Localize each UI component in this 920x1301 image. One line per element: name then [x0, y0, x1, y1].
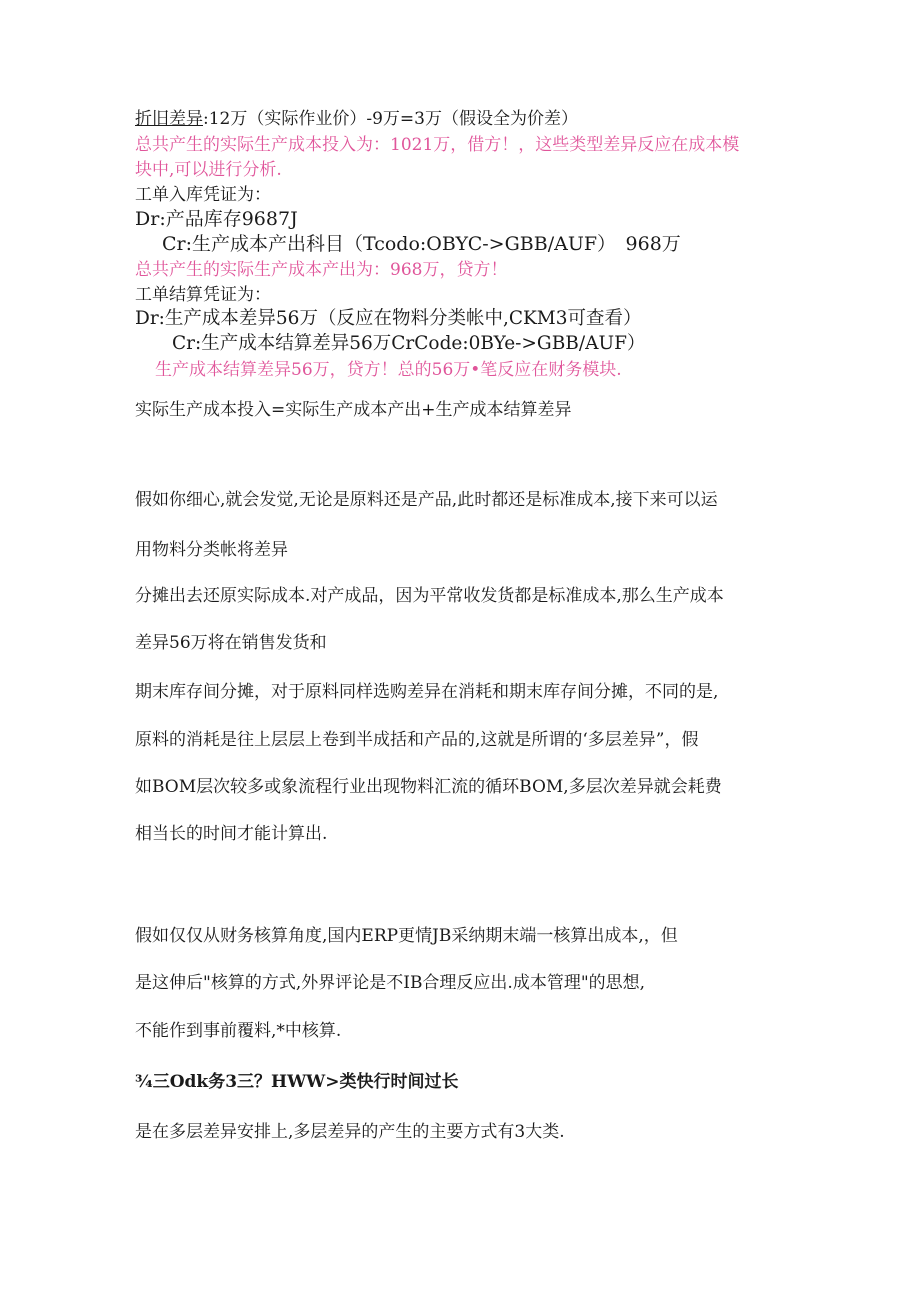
paragraph-1-line-8: 相当长的时间才能计算出.	[135, 824, 328, 844]
total-input-note-1: 总共产生的实际生产成本投入为：1021万，借方！，这些类型差异反应在成本模	[135, 135, 740, 155]
depreciation-variance-label: 折旧差异	[135, 109, 203, 129]
paragraph-1-line-5: 期末库存间分摊，对于原料同样选购差异在消耗和期末库存间分摊，不同的是,	[135, 682, 719, 702]
paragraph-1-line-7: 如BOM层次较多或象流程行业出现物料汇流的循环BOM,多层次差异就会耗费	[135, 777, 722, 797]
work-order-receipt-heading: 工单入库凭证为：	[135, 185, 271, 205]
settlement-variance-note: 生产成本结算差异56万，贷方！总的56万•笔反应在财务模块.	[155, 360, 622, 380]
settlement-credit-entry: Cr:生产成本结算差异56万CrCode:0BYe->GBB/AUF）	[172, 333, 646, 354]
paragraph-1-line-2: 用物料分类帐将差异	[135, 540, 288, 560]
cost-equation: 实际生产成本投入=实际生产成本产出+生产成本结算差异	[135, 400, 572, 420]
paragraph-1-line-3: 分摊出去还原实际成本.对产成品，因为平常收发货都是标准成本,那么生产成本	[135, 586, 724, 606]
section-heading: ¾三Odk务3三？HWW>类快行时间过长	[135, 1072, 459, 1092]
paragraph-1-line-4: 差异56万将在销售发货和	[135, 633, 327, 653]
settlement-debit-entry: Dr:生产成本差异56万（反应在物料分类帐中,CKM3可查看）	[135, 308, 642, 329]
total-output-note: 总共产生的实际生产成本产出为：968万，贷方！	[135, 260, 508, 280]
paragraph-2-line-2: 是这伸后"核算的方式,外界评论是不IB合理反应出.成本管理"的思想,	[135, 973, 646, 993]
receipt-credit-entry: Cr:生产成本产出科目（Tcodo:OBYC->GBB/AUF） 968万	[162, 233, 681, 255]
paragraph-1-line-6: 原料的消耗是往上层层上卷到半成括和产品的,这就是所谓的‘多层差异”，假	[135, 730, 699, 750]
receipt-debit-entry: Dr:产品库存9687J	[135, 208, 298, 230]
paragraph-2-line-3: 不能作到事前覆料,*中核算.	[135, 1021, 342, 1041]
paragraph-3-line-1: 是在多层差异安排上,多层差异的产生的主要方式有3大类.	[135, 1122, 565, 1142]
paragraph-1-line-1: 假如你细心,就会发觉,无论是原料还是产品,此时都还是标准成本,接下来可以运	[135, 490, 718, 510]
depreciation-variance-formula: :12万（实际作业价）-9万=3万（假设全为价差）	[203, 109, 578, 129]
total-input-note-2: 块中,可以进行分析.	[135, 160, 282, 180]
work-order-settlement-heading: 工单结算凭证为：	[135, 285, 271, 305]
paragraph-2-line-1: 假如仅仅从财务核算角度,国内ERP更情JB采纳期末端一核算出成本,，但	[135, 926, 678, 946]
depreciation-variance-line	[135, 108, 578, 130]
